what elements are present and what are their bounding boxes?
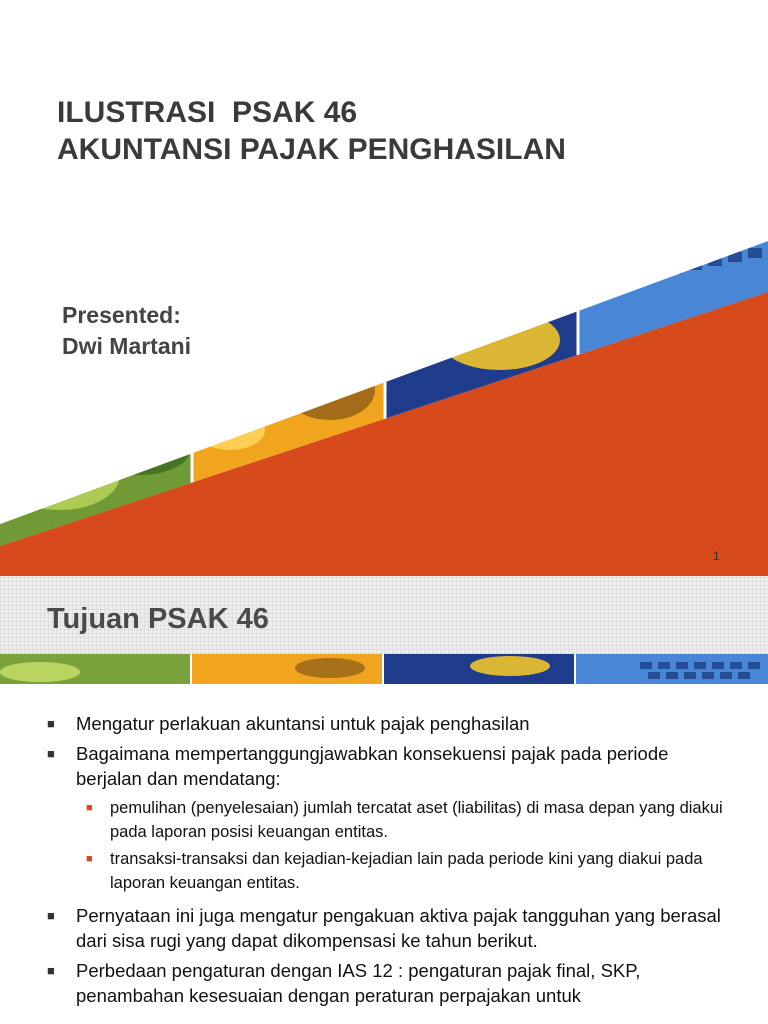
sub-bullet-text: pemulihan (penyelesaian) jumlah tercatat aset (liabilitas) di masa depan yang diakui pada laporan posisi keuangan entitas. xyxy=(110,799,723,841)
page-number: 1 xyxy=(713,549,720,563)
bullet-text: Pernyataan ini juga mengatur pengakuan aktiva pajak tangguhan yang berasal dari sisa rugi yang dapat dikompensasi ke tahun berikut. xyxy=(76,905,721,951)
content-slide xyxy=(0,576,768,1024)
title-line-1: ILUSTRASI PSAK 46 xyxy=(57,96,358,129)
list-item xyxy=(0,711,768,736)
title-banner xyxy=(0,576,768,654)
bullet-text: Perbedaan pengaturan dengan IAS 12 : pengaturan pajak final, SKP, penambahan kesesuaian dengan peraturan perpajakan untuk xyxy=(76,960,641,1006)
list-item xyxy=(0,958,768,1008)
bullet-marker-icon: ■ xyxy=(47,746,55,761)
bullet-marker-icon: ■ xyxy=(47,908,55,923)
sub-list-item xyxy=(0,796,768,844)
slide-title: Tujuan PSAK 46 xyxy=(47,603,269,635)
presented-label: Presented: xyxy=(62,302,181,328)
bullet-marker-icon: ■ xyxy=(47,963,55,978)
sub-list-item xyxy=(0,847,768,895)
sub-bullet-marker-icon: ■ xyxy=(86,853,93,865)
decorative-photo-band xyxy=(0,654,768,684)
list-item xyxy=(0,903,768,953)
bullet-text: Bagaimana mempertanggungjawabkan konsekuensi pajak pada periode berjalan dan mendatang: xyxy=(76,743,669,789)
bullet-text: Mengatur perlakuan akuntansi untuk pajak penghasilan xyxy=(76,713,530,734)
sub-bullet-text: transaksi-transaksi dan kejadian-kejadian lain pada periode kini yang diakui pada laporan keuangan entitas. xyxy=(110,850,703,892)
list-item xyxy=(0,741,768,791)
sub-bullet-marker-icon: ■ xyxy=(86,802,93,814)
presenter-name: Dwi Martani xyxy=(62,333,192,359)
bullet-list xyxy=(0,711,768,1013)
bullet-marker-icon: ■ xyxy=(47,716,55,731)
title-line-2: AKUNTANSI PAJAK PENGHASILAN xyxy=(57,133,566,166)
orange-wedge xyxy=(0,292,768,576)
